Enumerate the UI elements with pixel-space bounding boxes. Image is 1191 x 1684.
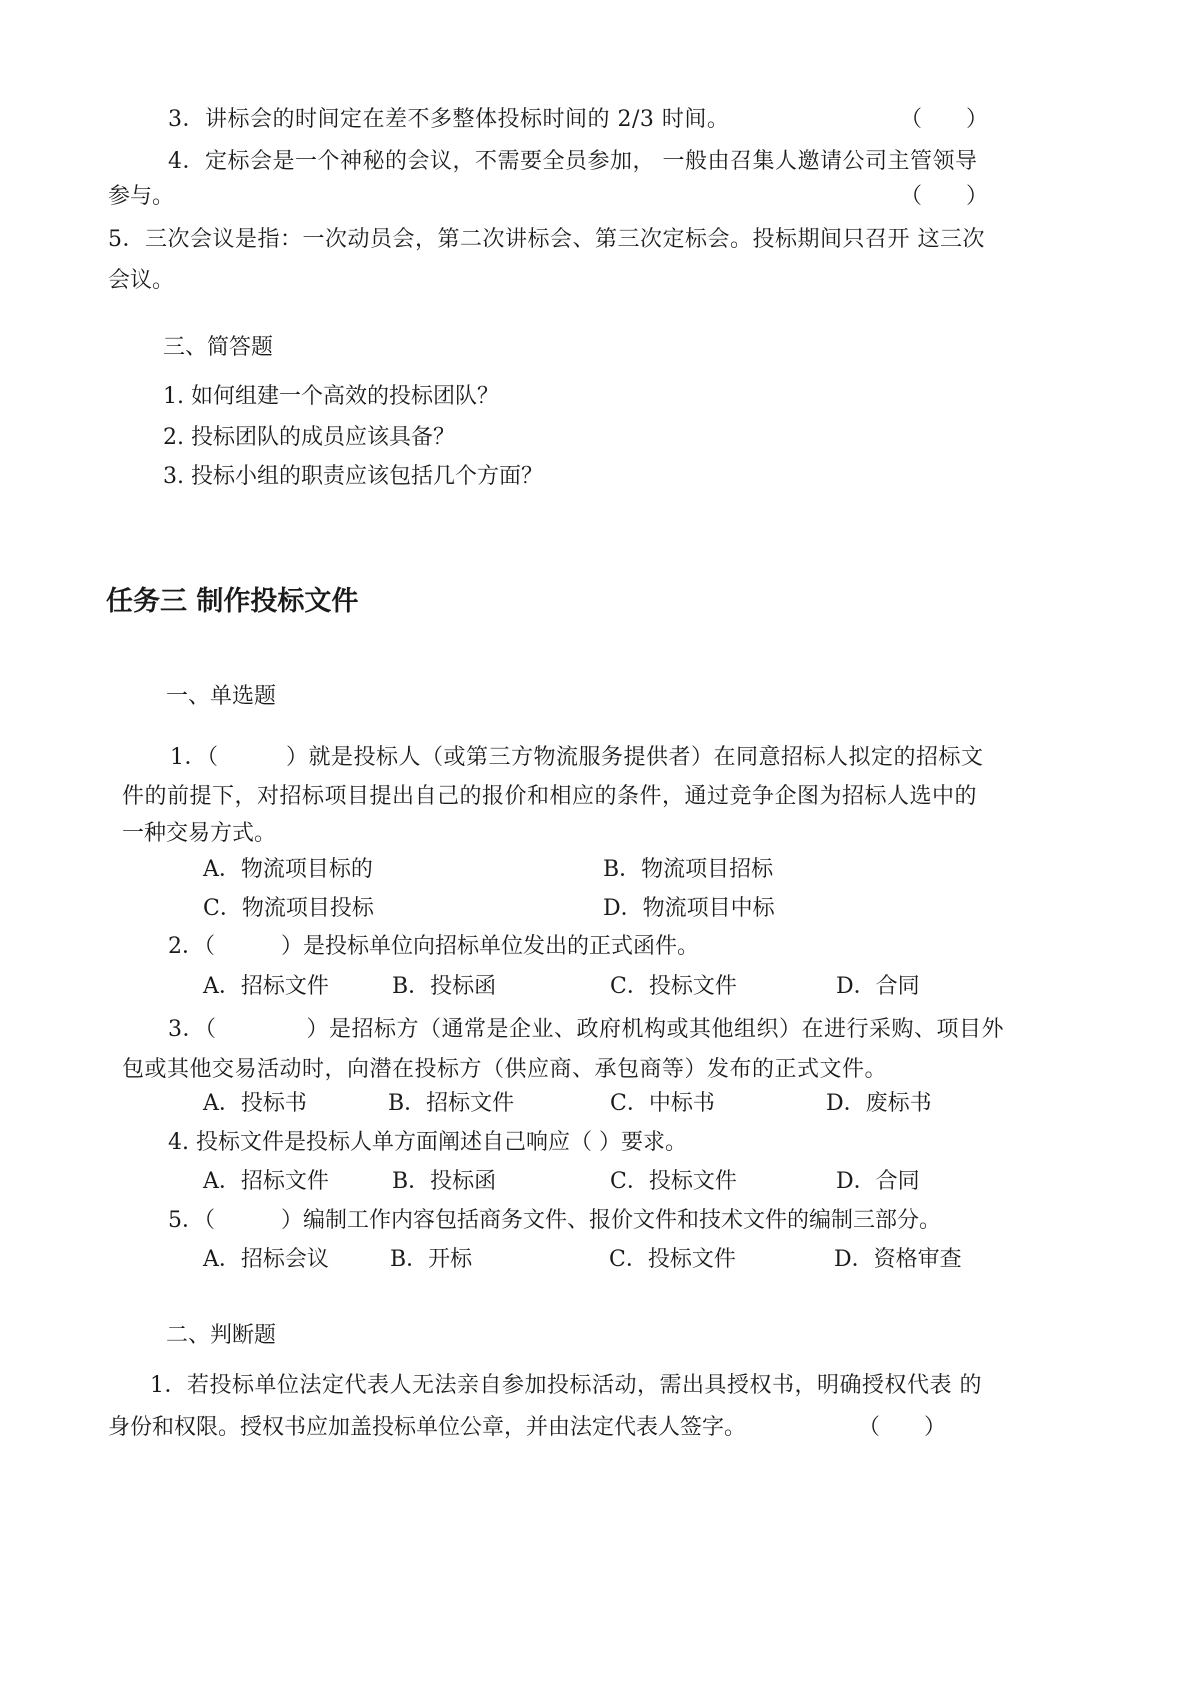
sc-q5-option-c: C．投标文件 <box>609 1247 736 1272</box>
sc-q5-stem: 5．（ ）编制工作内容包括商务文件、报价文件和技术文件的编制三部分。 <box>168 1208 941 1233</box>
judge-prev-q5-line2: 会议。 <box>108 268 175 293</box>
sc-q4-option-b: B．投标函 <box>392 1169 497 1194</box>
judge-prev-q4-line1: 4．定标会是一个神秘的会议，不需要全员参加， 一般由召集人邀请公司主管领导 <box>168 149 978 174</box>
judge-q1-line1: 1．若投标单位法定代表人无法亲自参加投标活动，需出具授权书，明确授权代表 的 <box>150 1373 982 1398</box>
sc-q2-option-b: B．投标函 <box>392 974 497 999</box>
sc-q3-line1: 3．（ ）是招标方（通常是企业、政府机构或其他组织）在进行采购、项目外 <box>168 1017 1004 1042</box>
short-answer-item: 1. 如何组建一个高效的投标团队？ <box>163 384 499 409</box>
sc-q1-option-b: B．物流项目招标 <box>603 857 774 882</box>
sc-q3-option-d: D．废标书 <box>826 1091 932 1116</box>
sc-q4-option-a: A．招标文件 <box>203 1169 329 1194</box>
sc-q4-stem: 4. 投标文件是投标人单方面阐述自己响应（ ）要求。 <box>168 1130 687 1155</box>
sc-q1-option-c: C．物流项目投标 <box>203 896 374 921</box>
sc-q3-line2: 包或其他交易活动时，向潜在投标方（供应商、承包商等）发布的正式文件。 <box>122 1057 888 1082</box>
sc-q1-option-a: A．物流项目标的 <box>203 857 373 882</box>
sc-q2-stem: 2．（ ）是投标单位向招标单位发出的正式函件。 <box>168 934 699 959</box>
sc-q1-line1: 1．（ ）就是投标人（或第三方物流服务提供者）在同意招标人拟定的招标文 <box>170 745 984 770</box>
judge-q1-paren: （ ） <box>858 1415 947 1440</box>
sc-q5-option-a: A．招标会议 <box>203 1247 329 1272</box>
judge-q1-line2: 身份和权限。授权书应加盖投标单位公章，并由法定代表人签字。 <box>108 1415 747 1440</box>
short-answer-item: 3. 投标小组的职责应该包括几个方面？ <box>163 464 543 489</box>
sc-q1-line2: 件的前提下，对招标项目提出自己的报价和相应的条件，通过竞争企图为招标人选中的 <box>122 784 978 809</box>
single-choice-heading: 一、单选题 <box>166 684 277 709</box>
short-answer-heading: 三、简答题 <box>163 335 274 360</box>
judge-heading: 二、判断题 <box>166 1323 277 1348</box>
sc-q4-option-d: D．合同 <box>836 1169 920 1194</box>
judge-prev-q4-line2: 参与。 <box>108 184 175 209</box>
judge-prev-q4-paren: （ ） <box>900 184 989 209</box>
sc-q1-line3: 一种交易方式。 <box>122 821 277 846</box>
sc-q4-option-c: C．投标文件 <box>610 1169 737 1194</box>
sc-q5-option-b: B．开标 <box>390 1247 473 1272</box>
sc-q2-option-a: A．招标文件 <box>203 974 329 999</box>
task-title: 任务三 制作投标文件 <box>106 586 359 617</box>
sc-q2-option-c: C．投标文件 <box>610 974 737 999</box>
judge-prev-q3-paren: （ ） <box>900 107 989 132</box>
sc-q1-option-d: D．物流项目中标 <box>603 896 775 921</box>
sc-q5-option-d: D．资格审查 <box>834 1247 962 1272</box>
judge-prev-q3: 3．讲标会的时间定在差不多整体投标时间的 2/3 时间。 <box>168 107 730 132</box>
sc-q3-option-a: A．投标书 <box>203 1091 307 1116</box>
judge-prev-q5-line1: 5．三次会议是指：一次动员会，第二次讲标会、第三次定标会。投标期间只召开 这三次 <box>108 227 985 252</box>
sc-q3-option-b: B．招标文件 <box>388 1091 515 1116</box>
short-answer-item: 2. 投标团队的成员应该具备？ <box>163 425 455 450</box>
sc-q2-option-d: D．合同 <box>836 974 920 999</box>
sc-q3-option-c: C．中标书 <box>610 1091 715 1116</box>
